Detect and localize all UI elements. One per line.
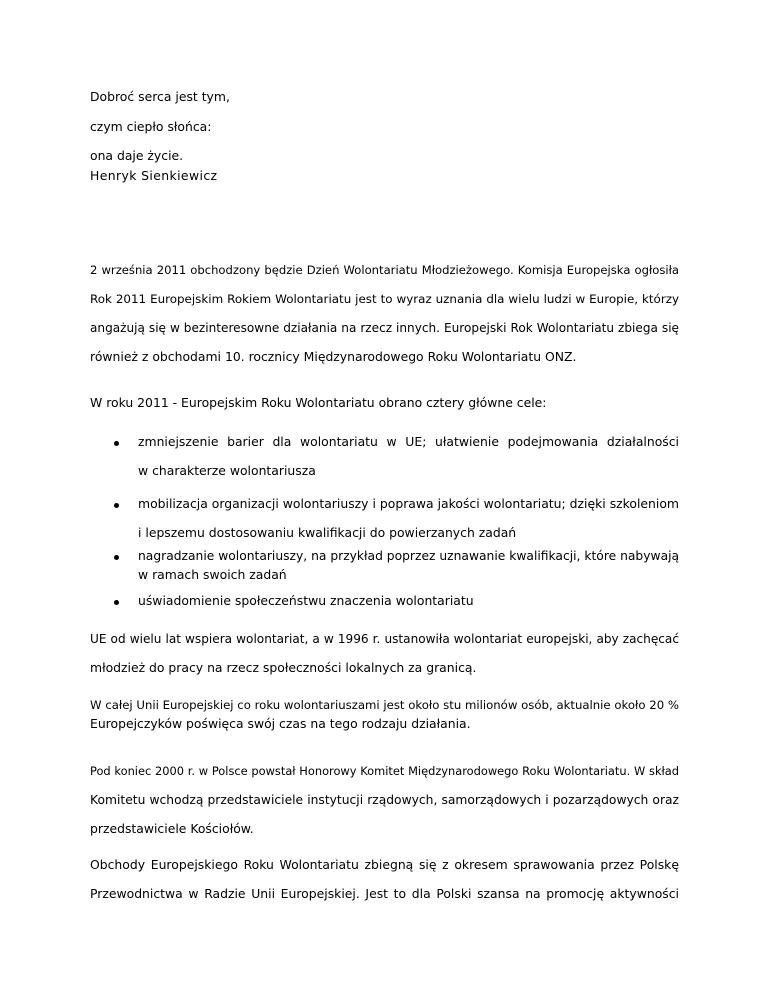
paragraph-1-line-1: 2 września 2011 obchodzony będzie Dzień Wolontariatu Młodzieżowego. Komisja Europejska ogłosiła — [90, 263, 679, 277]
paragraph-4-line-1: Pod koniec 2000 r. w Polsce powstał Honorowy Komitet Międzynarodowego Roku Wolontariatu. W skład — [90, 764, 679, 778]
goal-1-line-2: w charakterze wolontariusza — [138, 463, 316, 478]
bullet-icon — [114, 600, 119, 605]
paragraph-1-line-2: Rok 2011 Europejskim Rokiem Wolontariatu jest to wyraz uznania dla wielu ludzi w Europie, którzy — [90, 292, 679, 306]
paragraph-1-line-3: angażują się w bezinteresowne działania na rzecz innych. Europejski Rok Wolontariatu zbiega się — [90, 321, 679, 335]
paragraph-3-line-2: Europejczyków poświęca swój czas na tego rodzaju działania. — [90, 716, 471, 731]
goal-3-line-2: w ramach swoich zadań — [138, 567, 287, 582]
goal-4-line-1: uświadomienie społeczeństwu znaczenia wolontariatu — [138, 593, 474, 608]
paragraph-1-line-4: również z obchodami 10. rocznicy Międzynarodowego Roku Wolontariatu ONZ. — [90, 349, 577, 364]
paragraph-3-line-1: W całej Unii Europejskiej co roku wolontariuszami jest około stu milionów osób, aktualnie około 20 % — [90, 698, 679, 712]
goal-2-line-2: i lepszemu dostosowaniu kwalifikacji do powierzanych zadań — [138, 525, 517, 540]
quote-line-3: ona daje życie. — [90, 148, 184, 163]
goal-2-line-1: mobilizacja organizacji wolontariuszy i poprawa jakości wolontariatu; dzięki szkoleniom — [138, 496, 679, 511]
quote-line-1: Dobroć serca jest tym, — [90, 89, 230, 104]
paragraph-2-line-1: UE od wielu lat wspiera wolontariat, a w 1996 r. ustanowiła wolontariat europejski, aby zachęcać — [90, 632, 679, 646]
bullet-icon — [114, 441, 119, 446]
goals-intro: W roku 2011 - Europejskim Roku Wolontariatu obrano cztery główne cele: — [90, 395, 547, 410]
quote-author: Henryk Sienkiewicz — [90, 168, 218, 183]
paragraph-4-line-3: przedstawiciele Kościołów. — [90, 821, 254, 836]
paragraph-5-line-1: Obchody Europejskiego Roku Wolontariatu zbiegną się z okresem sprawowania przez Polskę — [90, 857, 679, 872]
bullet-icon — [114, 555, 119, 560]
paragraph-5-line-2: Przewodnictwa w Radzie Unii Europejskiej. Jest to dla Polski szansa na promocję aktywności — [90, 886, 679, 901]
quote-line-2: czym ciepło słońca: — [90, 119, 212, 134]
goal-3-line-1: nagradzanie wolontariuszy, na przykład poprzez uznawanie kwalifikacji, które nabywają — [138, 549, 680, 563]
bullet-icon — [114, 503, 119, 508]
paragraph-4-line-2: Komitetu wchodzą przedstawiciele instytucji rządowych, samorządowych i pozarządowych oraz — [90, 793, 679, 807]
paragraph-2-line-2: młodzież do pracy na rzecz społeczności lokalnych za granicą. — [90, 660, 477, 675]
goal-1-line-1: zmniejszenie barier dla wolontariatu w UE; ułatwienie podejmowania działalności — [138, 434, 679, 449]
